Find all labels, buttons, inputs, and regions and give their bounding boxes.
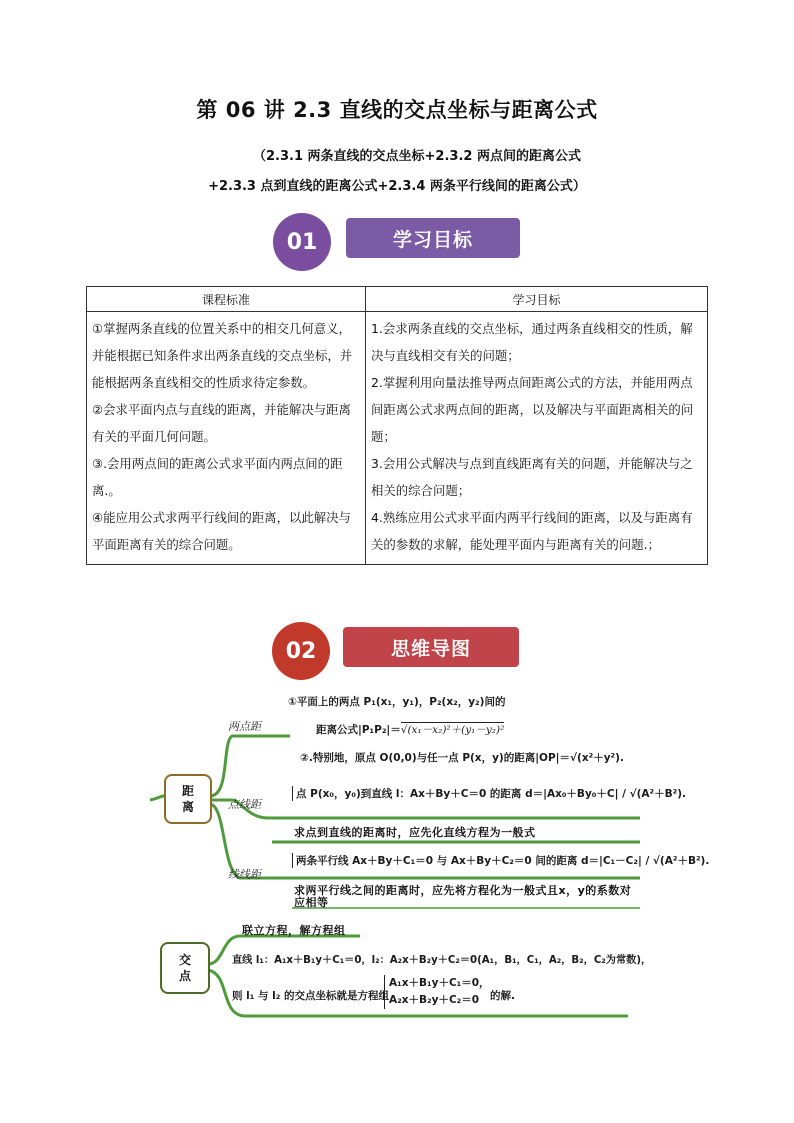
branch-line-line-label: 线线距	[228, 868, 261, 881]
intersection-box-char: 交	[178, 953, 191, 967]
intersection-box-char: 点	[178, 969, 191, 983]
section-02-number-text: 02	[285, 638, 317, 664]
two-point-formula-prefix: 距离公式|P₁P₂|＝	[316, 724, 401, 736]
distance-box-char: 离	[181, 800, 194, 814]
equation-system	[384, 975, 490, 1009]
two-point-line-3: ②.特别地，原点 O(0,0)与任一点 P(x，y)的距离|OP|＝√(x²＋y²).	[300, 752, 624, 764]
distance-box-char: 距	[181, 784, 194, 798]
objective-item: 1.会求两条直线的交点坐标，通过两条直线相交的性质，解决与直线相交有关的问题；	[371, 321, 693, 363]
point-line-formula: 点 P(x₀，y₀)到直线 l：Ax＋By＋C＝0 的距离 d＝|Ax₀＋By₀＋C| / √(A²＋B²).	[292, 786, 686, 801]
equation-2: A₂x＋B₂y＋C₂＝0	[389, 994, 480, 1006]
intersection-line-2-prefix: 则 l₁ 与 l₂ 的交点坐标就是方程组	[232, 990, 390, 1002]
subtitle-line-1: （2.3.1 两条直线的交点坐标+2.3.2 两点间的距离公式	[253, 149, 581, 164]
distance-box	[164, 774, 212, 824]
table-header-standard: 课程标准	[87, 287, 366, 312]
objective-item: 3.会用公式解决与点到直线距离有关的问题，并能解决与之相关的综合问题；	[371, 456, 693, 498]
two-point-line-2	[316, 722, 504, 737]
standard-item: ②会求平面内点与直线的距离，并能解决与距离有关的平面几何问题。	[92, 402, 351, 444]
line-line-note-1: 求两平行线之间的距离时，应先将方程化为一般式且x，y的系数对	[294, 884, 632, 897]
objective-item: 2.掌握利用向量法推导两点间距离公式的方法，并能用两点间距离公式求两点间的距离，以及解决与平面距离相关的问题；	[371, 375, 694, 444]
line-line-formula: 两条平行线 Ax＋By＋C₁＝0 与 Ax＋By＋C₂＝0 间的距离 d＝|C₁－C₂| / √(A²＋B²).	[292, 853, 709, 868]
standard-item: ③.会用两点间的距离公式求平面内两点间的距离.。	[92, 456, 343, 498]
branch-two-point-label: 两点距	[228, 720, 261, 733]
intersection-line-1: 直线 l₁：A₁x＋B₁y＋C₁＝0，l₂：A₂x＋B₂y＋C₂＝0(A₁，B₁，C₁，A₂，B₂，C₂为常数)，	[232, 955, 652, 966]
objective-item: 4.熟练应用公式求平面内两平行线间的距离，以及与距离有关的参数的求解，能处理平面内与距离有关的问题.；	[371, 510, 693, 552]
section-01-number-text: 01	[286, 229, 318, 255]
subtitle-line-2: +2.3.3 点到直线的距离公式+2.3.4 两条平行线间的距离公式）	[208, 179, 586, 194]
document-title: 第 06 讲 2.3 直线的交点坐标与距离公式	[196, 98, 598, 122]
branch-point-line-label: 点线距	[228, 798, 261, 811]
point-line-note: 求点到直线的距离时，应先化直线方程为一般式	[294, 826, 536, 839]
table-header-objectives: 学习目标	[366, 287, 708, 312]
intersection-line-2-suffix: 的解.	[490, 990, 515, 1002]
line-line-note-2: 应相等	[294, 896, 329, 909]
intersection-box	[160, 942, 210, 994]
two-point-line-1: ①平面上的两点 P₁(x₁，y₁)，P₂(x₂，y₂)间的	[288, 696, 506, 708]
standard-item: ④能应用公式求两平行线间的距离，以此解决与平面距离有关的综合问题。	[92, 510, 351, 552]
two-point-formula: √(x₁－x₂)²＋(y₁－y₂)²	[400, 724, 505, 736]
section-01-label-text: 学习目标	[392, 228, 473, 251]
standard-item: ①掌握两条直线的位置关系中的相交几何意义，并能根据已知条件求出两条直线的交点坐标，并能根据两条直线相交的性质求待定参数。	[92, 321, 353, 390]
intersection-heading: 联立方程，解方程组	[242, 924, 346, 937]
equation-1: A₁x＋B₁y＋C₁＝0，	[389, 977, 490, 989]
section-02-label-text: 思维导图	[390, 637, 471, 660]
